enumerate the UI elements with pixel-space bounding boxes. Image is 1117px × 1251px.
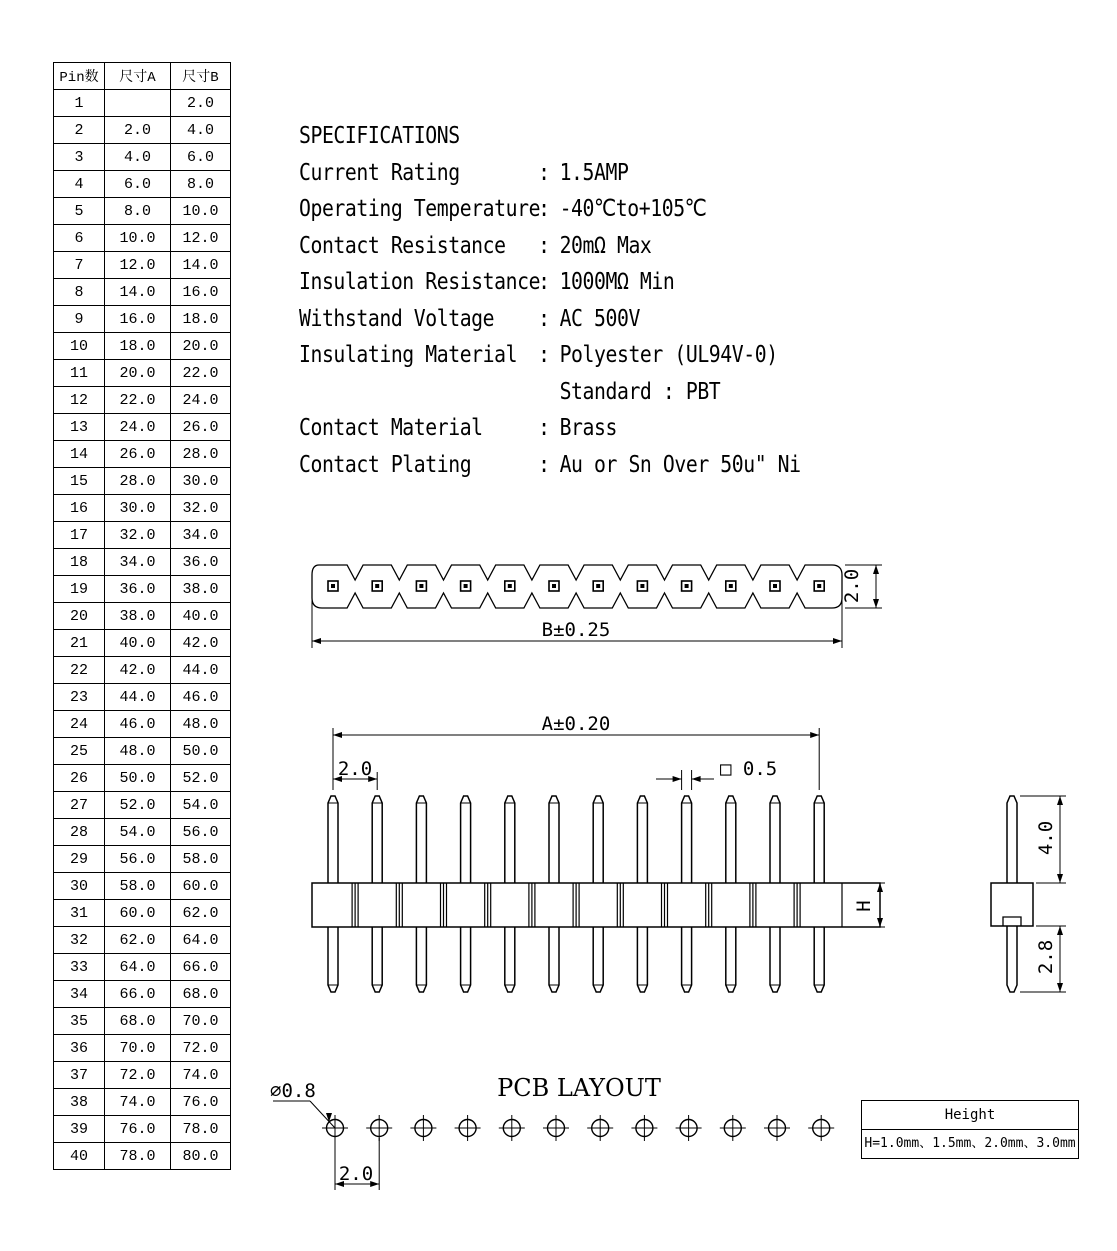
pin-count-cell: 29: [54, 846, 105, 873]
header-size-a: 尺寸A: [105, 63, 171, 90]
spec-separator: :: [538, 451, 550, 478]
size-b-cell: 42.0: [171, 630, 231, 657]
header-pin-count: Pin数: [54, 63, 105, 90]
pin-lower: [505, 927, 515, 992]
pin-count-cell: 21: [54, 630, 105, 657]
pcb-pitch-label: 2.0: [338, 1163, 374, 1185]
size-b-cell: 18.0: [171, 306, 231, 333]
size-b-cell: 58.0: [171, 846, 231, 873]
pin-lower: [637, 927, 647, 992]
pin-count-cell: 34: [54, 981, 105, 1008]
side-notch: [1003, 917, 1021, 926]
pin-lower: [726, 927, 736, 992]
spec-label: Current Rating: [299, 159, 460, 186]
pin-count-cell: 25: [54, 738, 105, 765]
pin-square-center: [375, 584, 379, 588]
spec-value: 1.5AMP: [559, 159, 629, 186]
size-b-cell: 62.0: [171, 900, 231, 927]
pin-count-cell: 8: [54, 279, 105, 306]
size-a-cell: 76.0: [105, 1116, 171, 1143]
size-a-cell: 20.0: [105, 360, 171, 387]
size-b-cell: 20.0: [171, 333, 231, 360]
spec-separator: :: [538, 415, 550, 441]
size-a-cell: 66.0: [105, 981, 171, 1008]
size-b-cell: 56.0: [171, 819, 231, 846]
pin-upper: [726, 796, 736, 883]
pin-upper: [461, 796, 471, 883]
size-b-cell: 24.0: [171, 387, 231, 414]
pin-count-cell: 2: [54, 117, 105, 144]
size-a-cell: 72.0: [105, 1062, 171, 1089]
size-a-cell: 54.0: [105, 819, 171, 846]
pin-count-cell: 5: [54, 198, 105, 225]
pin-count-cell: 24: [54, 711, 105, 738]
size-b-cell: 60.0: [171, 873, 231, 900]
size-b-cell: 34.0: [171, 522, 231, 549]
size-a-cell: 74.0: [105, 1089, 171, 1116]
size-b-cell: 4.0: [171, 117, 231, 144]
dimension-arrow: [810, 732, 819, 738]
spec-value: Standard : PBT: [559, 378, 721, 405]
pin-lower: [814, 927, 824, 992]
pin-count-cell: 31: [54, 900, 105, 927]
size-a-cell: 68.0: [105, 1008, 171, 1035]
size-b-cell: 10.0: [171, 198, 231, 225]
header-body: [312, 883, 880, 927]
header-top-outline: [312, 565, 842, 608]
dimension-arrow: [333, 732, 342, 738]
spec-separator: :: [538, 196, 550, 222]
pin-lower: [682, 927, 692, 992]
spec-separator: :: [538, 269, 550, 295]
front-pitch-label: 2.0: [337, 758, 373, 780]
size-b-cell: 36.0: [171, 549, 231, 576]
pin-upper: [770, 796, 780, 883]
size-b-cell: 46.0: [171, 684, 231, 711]
size-b-cell: 74.0: [171, 1062, 231, 1089]
pin-lower: [328, 927, 338, 992]
spec-value: Polyester (UL94V-0): [559, 342, 778, 368]
pin-square-center: [640, 584, 644, 588]
spec-label: Insulating Material: [299, 342, 518, 368]
size-a-cell: 64.0: [105, 954, 171, 981]
pcb-hole-label: ⌀0.8: [270, 1080, 316, 1102]
spec-label: Contact Plating: [299, 451, 472, 478]
size-a-cell: 32.0: [105, 522, 171, 549]
size-b-cell: 30.0: [171, 468, 231, 495]
size-b-cell: 64.0: [171, 927, 231, 954]
header-size-b: 尺寸B: [171, 63, 231, 90]
size-a-cell: 48.0: [105, 738, 171, 765]
spec-label: Insulation Resistance: [299, 269, 541, 295]
pin-count-cell: 4: [54, 171, 105, 198]
pin-count-cell: 35: [54, 1008, 105, 1035]
pin-count-cell: 9: [54, 306, 105, 333]
pin-count-cell: 13: [54, 414, 105, 441]
top-length-label: B±0.25: [541, 619, 611, 641]
size-a-cell: 2.0: [105, 117, 171, 144]
size-a-cell: 70.0: [105, 1035, 171, 1062]
size-a-cell: 46.0: [105, 711, 171, 738]
pin-count-cell: 12: [54, 387, 105, 414]
size-b-cell: 72.0: [171, 1035, 231, 1062]
size-a-cell: 4.0: [105, 144, 171, 171]
pin-count-cell: 40: [54, 1143, 105, 1170]
spec-value: Brass: [559, 415, 617, 441]
size-b-cell: 28.0: [171, 441, 231, 468]
top-height-label: 2.0: [841, 568, 863, 604]
dimension-arrow: [1057, 926, 1063, 935]
dimension-arrow: [873, 599, 879, 608]
pin-count-cell: 30: [54, 873, 105, 900]
pin-count-cell: 18: [54, 549, 105, 576]
dimension-arrow: [312, 638, 321, 644]
pin-count-cell: 14: [54, 441, 105, 468]
side-pin-lower: [1007, 926, 1017, 992]
size-b-cell: 8.0: [171, 171, 231, 198]
height-box: [861, 1100, 1079, 1159]
pin-upper: [372, 796, 382, 883]
spec-value: 20mΩ Max: [559, 232, 652, 259]
pin-count-cell: 1: [54, 90, 105, 117]
spec-separator: :: [538, 342, 550, 368]
pcb-layout-title: PCB LAYOUT: [497, 1074, 661, 1102]
size-a-cell: 50.0: [105, 765, 171, 792]
pin-lower: [372, 927, 382, 992]
size-a-cell: 28.0: [105, 468, 171, 495]
dimension-arrow: [873, 565, 879, 574]
spec-label: Contact Resistance: [299, 232, 506, 259]
size-a-cell: 38.0: [105, 603, 171, 630]
pin-upper: [814, 796, 824, 883]
size-a-cell: 8.0: [105, 198, 171, 225]
size-b-cell: 22.0: [171, 360, 231, 387]
front-length-label: A±0.20: [541, 713, 611, 735]
spec-value: Au or Sn Over 50u" Ni: [559, 451, 801, 478]
side-body: [991, 883, 1033, 926]
dimension-arrow: [877, 883, 883, 892]
pin-square-center: [773, 584, 777, 588]
pin-count-cell: 7: [54, 252, 105, 279]
pin-upper: [505, 796, 515, 883]
size-b-cell: 68.0: [171, 981, 231, 1008]
dimension-arrow: [673, 776, 682, 782]
pin-square-center: [464, 584, 468, 588]
spec-label: Operating Temperature: [299, 196, 541, 222]
size-a-cell: 40.0: [105, 630, 171, 657]
front-h-label: H: [853, 900, 875, 912]
pin-count-cell: 3: [54, 144, 105, 171]
pin-upper: [682, 796, 692, 883]
size-a-cell: 30.0: [105, 495, 171, 522]
pin-count-cell: 23: [54, 684, 105, 711]
spec-value: AC 500V: [559, 305, 640, 332]
pin-count-cell: 16: [54, 495, 105, 522]
size-a-cell: 42.0: [105, 657, 171, 684]
size-a-cell: 26.0: [105, 441, 171, 468]
size-b-cell: 78.0: [171, 1116, 231, 1143]
pin-count-cell: 19: [54, 576, 105, 603]
pin-square-center: [596, 584, 600, 588]
dimension-arrow: [877, 918, 883, 927]
pin-square-center: [419, 584, 423, 588]
size-b-cell: 50.0: [171, 738, 231, 765]
size-a-cell: 24.0: [105, 414, 171, 441]
pin-count-cell: 36: [54, 1035, 105, 1062]
pin-count-cell: 22: [54, 657, 105, 684]
size-b-cell: 16.0: [171, 279, 231, 306]
size-a-cell: 36.0: [105, 576, 171, 603]
pin-count-cell: 6: [54, 225, 105, 252]
spec-label: Contact Material: [299, 415, 483, 441]
size-b-cell: 2.0: [171, 90, 231, 117]
spec-label: Withstand Voltage: [299, 305, 495, 332]
pin-count-cell: 17: [54, 522, 105, 549]
height-box-value: H=1.0mm、1.5mm、2.0mm、3.0mm: [864, 1136, 1076, 1151]
pin-count-cell: 32: [54, 927, 105, 954]
size-a-cell: 22.0: [105, 387, 171, 414]
dimension-arrow: [833, 638, 842, 644]
size-a-cell: 14.0: [105, 279, 171, 306]
size-a-cell: 18.0: [105, 333, 171, 360]
size-b-cell: 48.0: [171, 711, 231, 738]
side-pin-upper: [1007, 796, 1017, 883]
size-b-cell: 14.0: [171, 252, 231, 279]
pin-count-cell: 10: [54, 333, 105, 360]
size-b-cell: 38.0: [171, 576, 231, 603]
pin-square-center: [817, 584, 821, 588]
dimension-arrow: [692, 776, 701, 782]
spec-separator: :: [538, 305, 550, 332]
pin-count-cell: 11: [54, 360, 105, 387]
spec-separator: :: [538, 159, 550, 186]
dimension-arrow: [1057, 874, 1063, 883]
dimension-arrow: [1057, 983, 1063, 992]
size-b-cell: 66.0: [171, 954, 231, 981]
spec-separator: :: [538, 232, 550, 259]
size-b-cell: 6.0: [171, 144, 231, 171]
size-a-cell: 62.0: [105, 927, 171, 954]
pin-square-center: [508, 584, 512, 588]
size-b-cell: 32.0: [171, 495, 231, 522]
size-b-cell: 52.0: [171, 765, 231, 792]
size-b-cell: 26.0: [171, 414, 231, 441]
front-view: [312, 728, 885, 992]
size-a-cell: 58.0: [105, 873, 171, 900]
pin-upper: [593, 796, 603, 883]
size-a-cell: 34.0: [105, 549, 171, 576]
pin-count-cell: 15: [54, 468, 105, 495]
pin-count-cell: 37: [54, 1062, 105, 1089]
pin-square-center: [685, 584, 689, 588]
pin-upper: [637, 796, 647, 883]
size-b-cell: 70.0: [171, 1008, 231, 1035]
pin-count-cell: 39: [54, 1116, 105, 1143]
pin-square-center: [729, 584, 733, 588]
front-pin-size-label: □ 0.5: [720, 758, 778, 780]
size-a-cell: 56.0: [105, 846, 171, 873]
pin-lower: [770, 927, 780, 992]
specifications-title: SPECIFICATIONS: [299, 123, 460, 149]
pin-count-cell: 20: [54, 603, 105, 630]
side-bottom-label: 2.8: [1035, 939, 1057, 975]
pin-upper: [549, 796, 559, 883]
pin-upper: [328, 796, 338, 883]
pin-upper: [416, 796, 426, 883]
dimension-arrow: [1057, 796, 1063, 805]
pin-square-center: [552, 584, 556, 588]
pin-count-cell: 27: [54, 792, 105, 819]
size-a-cell: 10.0: [105, 225, 171, 252]
size-a-cell: 16.0: [105, 306, 171, 333]
size-a-cell: 52.0: [105, 792, 171, 819]
height-box-title: Height: [862, 1101, 1078, 1130]
spec-value: -40℃to+105℃: [559, 196, 707, 222]
size-a-cell: 60.0: [105, 900, 171, 927]
size-a-cell: 6.0: [105, 171, 171, 198]
size-b-cell: 80.0: [171, 1143, 231, 1170]
size-b-cell: 54.0: [171, 792, 231, 819]
pin-lower: [593, 927, 603, 992]
pin-square-center: [331, 584, 335, 588]
size-b-cell: 76.0: [171, 1089, 231, 1116]
pin-count-cell: 28: [54, 819, 105, 846]
pin-count-cell: 38: [54, 1089, 105, 1116]
size-b-cell: 40.0: [171, 603, 231, 630]
pin-lower: [461, 927, 471, 992]
size-a-cell: 44.0: [105, 684, 171, 711]
size-b-cell: 44.0: [171, 657, 231, 684]
pin-count-cell: 26: [54, 765, 105, 792]
size-b-cell: 12.0: [171, 225, 231, 252]
side-top-label: 4.0: [1035, 820, 1057, 856]
pin-lower: [549, 927, 559, 992]
pin-count-cell: 33: [54, 954, 105, 981]
size-a-cell: 78.0: [105, 1143, 171, 1170]
spec-value: 1000MΩ Min: [559, 269, 675, 295]
size-a-cell: 12.0: [105, 252, 171, 279]
pin-lower: [416, 927, 426, 992]
